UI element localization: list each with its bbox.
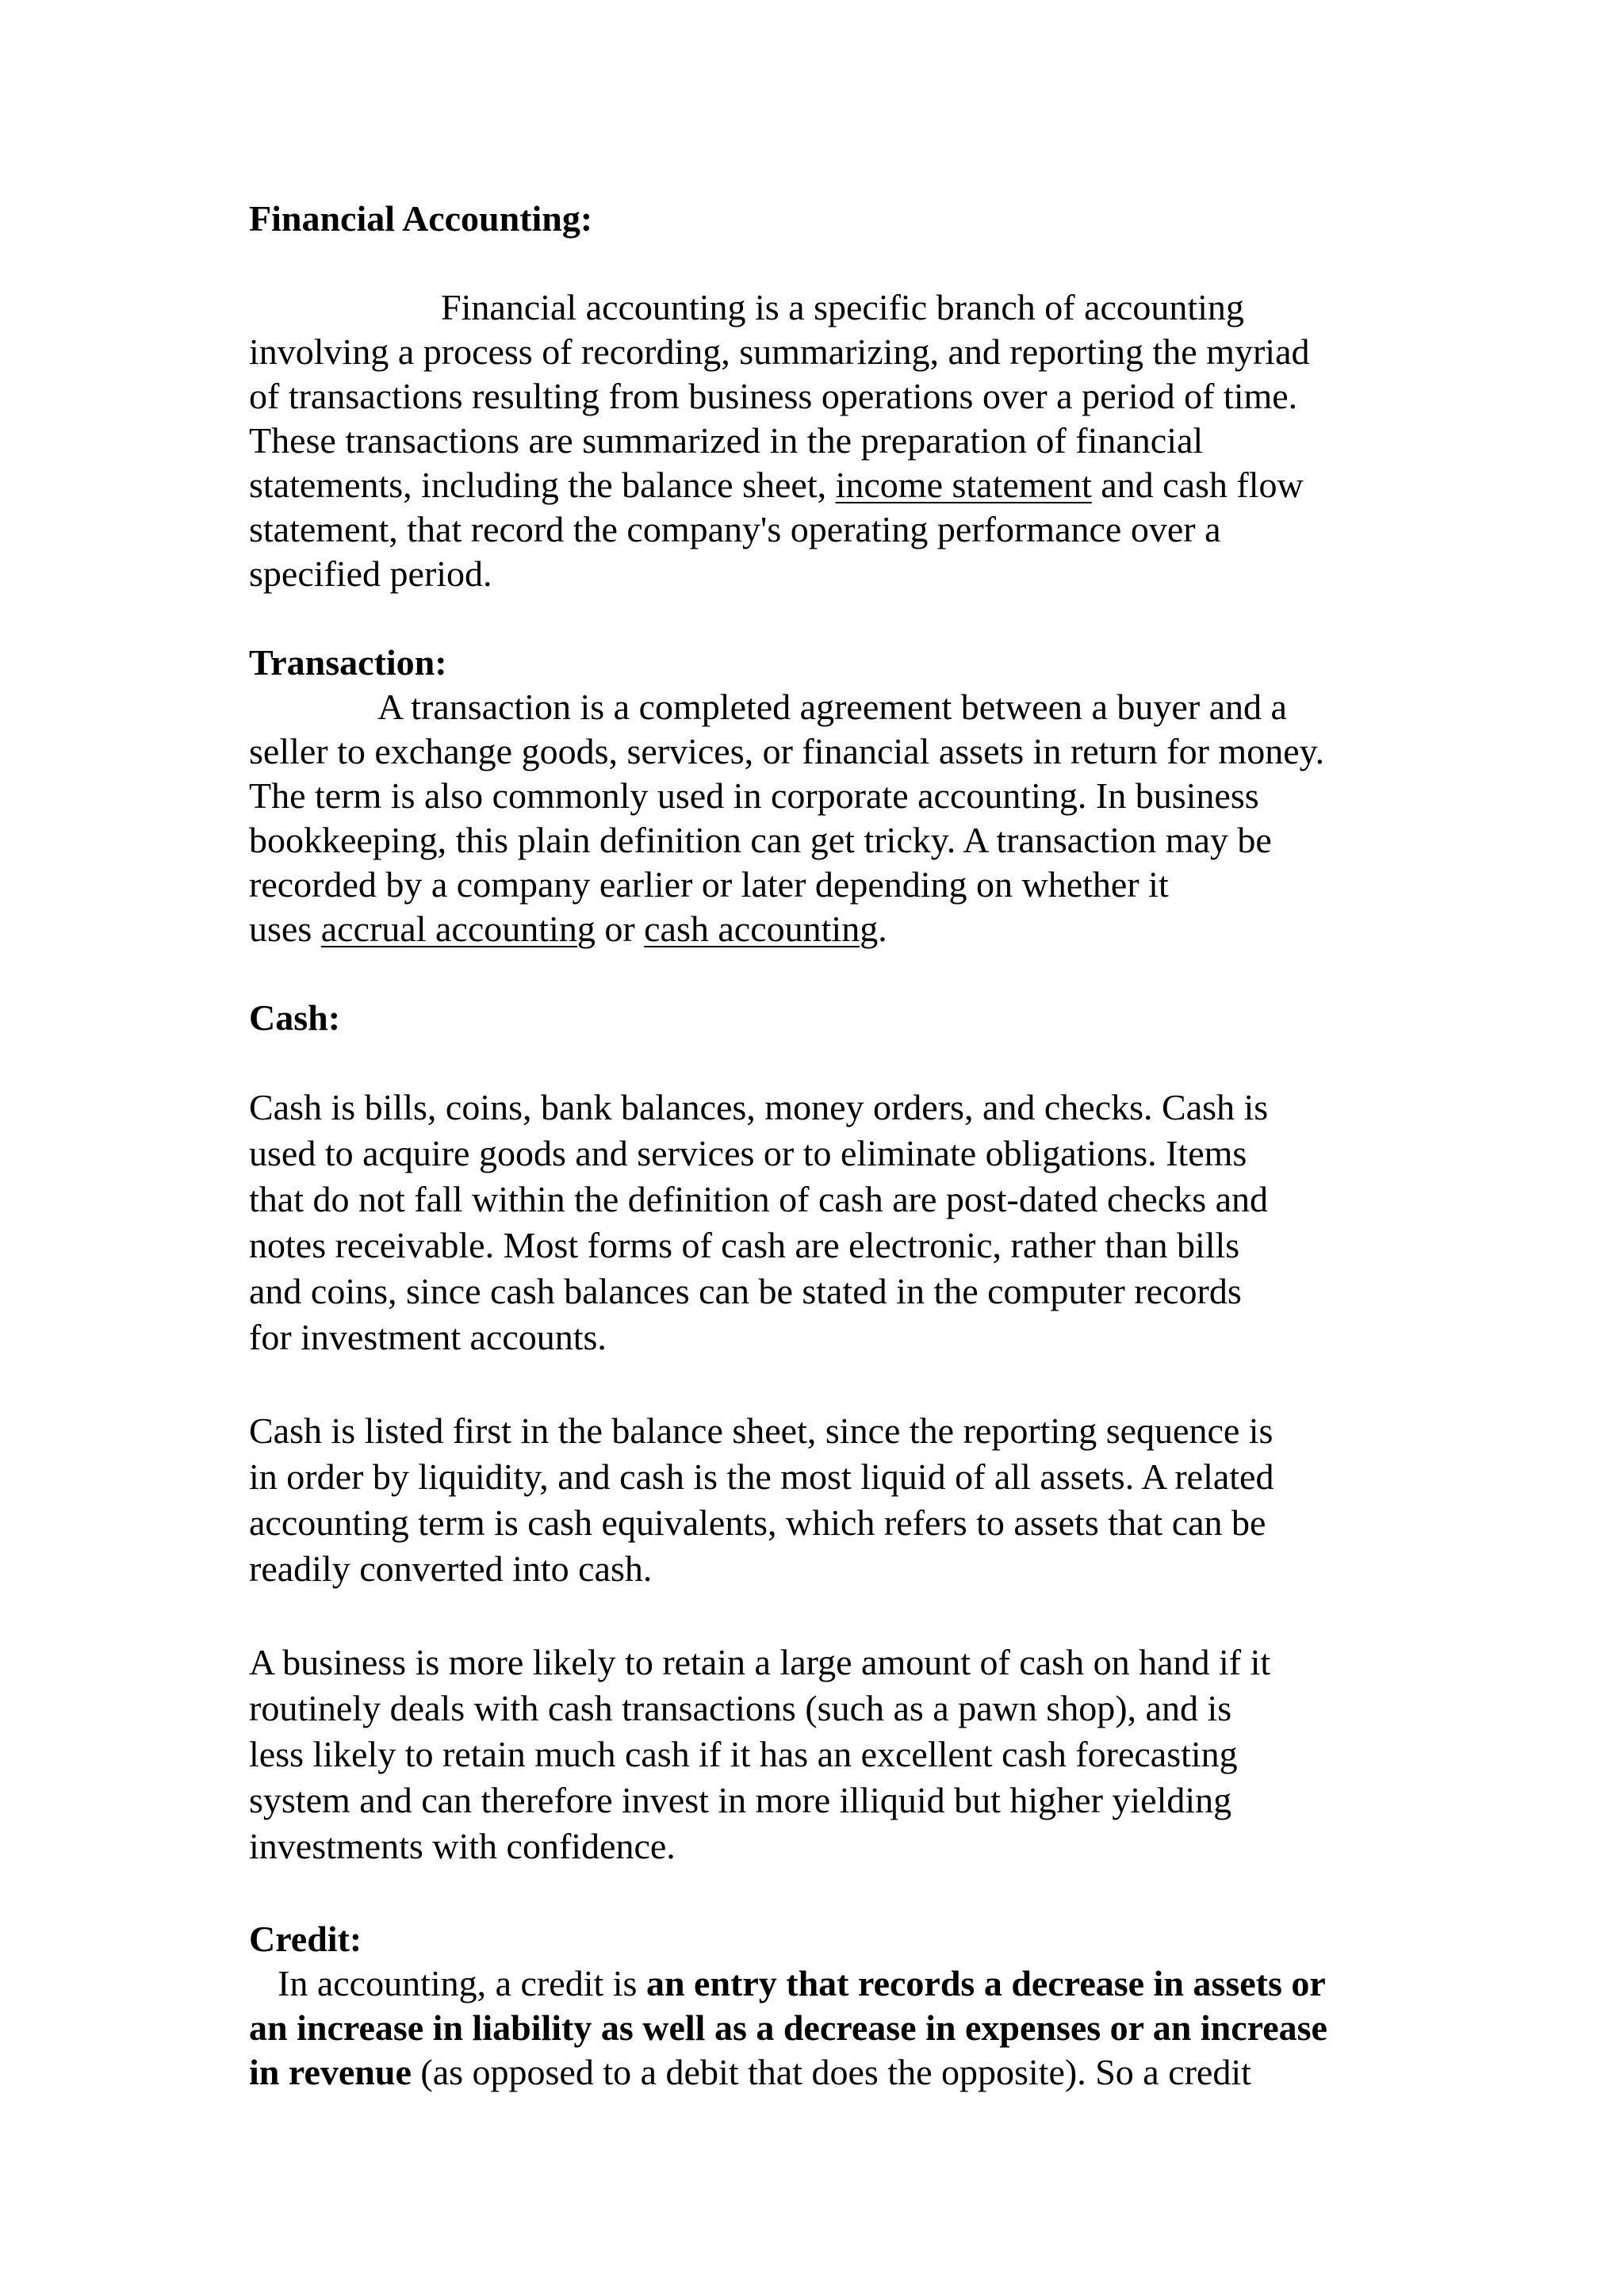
paragraph-cash-1 — [249, 1085, 1407, 1360]
text-segment: statements, including the balance sheet, — [249, 465, 836, 505]
paragraph-cash-2 — [249, 1408, 1407, 1592]
text-line — [249, 2050, 1407, 2095]
text-line: The term is also commonly used in corporate accounting. In business — [249, 775, 1259, 816]
text-segment: (as opposed to a debit that does the opposite). So a credit — [411, 2052, 1251, 2092]
text-line — [249, 1961, 1407, 2006]
text-line: used to acquire goods and services or to eliminate obligations. Items — [249, 1133, 1247, 1173]
text-line: routinely deals with cash transactions (such as a pawn shop), and is — [249, 1688, 1232, 1728]
text-line: readily converted into cash. — [249, 1548, 653, 1589]
text-line: of transactions resulting from business operations over a period of time. — [249, 376, 1298, 416]
text-line: recorded by a company earlier or later depending on whether it — [249, 864, 1169, 905]
heading-transaction: Transaction: — [249, 642, 447, 683]
text-segment: or — [595, 909, 645, 949]
text-line: Financial accounting is a specific branch of accounting — [441, 287, 1244, 327]
accrual-accounting-link[interactable]: accrual accounting — [320, 909, 596, 949]
bold-text-segment: an entry that records a decrease in assets or — [645, 1963, 1326, 2003]
text-line: Cash is bills, coins, bank balances, money orders, and checks. Cash is — [249, 1087, 1269, 1127]
text-line: and coins, since cash balances can be stated in the computer records — [249, 1271, 1242, 1311]
text-line: specified period. — [249, 553, 492, 594]
heading-financial-accounting: Financial Accounting: — [249, 198, 593, 239]
income-statement-link[interactable]: income statement — [835, 465, 1092, 505]
text-line: notes receivable. Most forms of cash are electronic, rather than bills — [249, 1225, 1240, 1265]
text-segment: . — [878, 909, 887, 949]
text-segment: uses — [249, 909, 321, 949]
text-line: for investment accounts. — [249, 1317, 607, 1357]
heading-cash: Cash: — [249, 997, 341, 1038]
text-line: accounting term is cash equivalents, which refers to assets that can be — [249, 1502, 1266, 1543]
heading-credit: Credit: — [249, 1919, 362, 1959]
paragraph-financial-accounting — [249, 285, 1407, 596]
bold-text-segment: in revenue — [249, 2052, 412, 2092]
cash-accounting-link[interactable]: cash accounting — [644, 909, 879, 949]
text-line: seller to exchange goods, services, or financial assets in return for money. — [249, 731, 1325, 771]
text-line — [249, 463, 1407, 507]
paragraph-cash-3 — [249, 1640, 1407, 1869]
text-line: bookkeeping, this plain definition can get tricky. A transaction may be — [249, 820, 1272, 860]
paragraph-credit — [249, 1961, 1407, 2095]
document-page — [249, 197, 1407, 2095]
text-line: system and can therefore invest in more illiquid but higher yielding — [249, 1780, 1232, 1820]
bold-text-line: an increase in liability as well as a decrease in expenses or an increase — [249, 2007, 1327, 2048]
text-line: in order by liquidity, and cash is the most liquid of all assets. A related — [249, 1456, 1274, 1497]
text-segment: and cash flow — [1091, 465, 1304, 505]
text-line: Cash is listed first in the balance sheet, since the reporting sequence is — [249, 1410, 1274, 1451]
text-line: involving a process of recording, summarizing, and reporting the myriad — [249, 331, 1310, 372]
text-line — [249, 907, 1407, 951]
text-line: that do not fall within the definition of cash are post-dated checks and — [249, 1179, 1269, 1219]
paragraph-transaction — [249, 685, 1407, 951]
text-line: A transaction is a completed agreement between a buyer and a — [377, 687, 1287, 727]
text-line: A business is more likely to retain a large amount of cash on hand if it — [249, 1642, 1271, 1682]
text-line: These transactions are summarized in the preparation of financial — [249, 420, 1204, 461]
text-line: investments with confidence. — [249, 1826, 676, 1866]
text-line: statement, that record the company's operating performance over a — [249, 509, 1221, 549]
text-segment: In accounting, a credit is — [278, 1963, 646, 2003]
text-line: less likely to retain much cash if it has an excellent cash forecasting — [249, 1734, 1238, 1774]
